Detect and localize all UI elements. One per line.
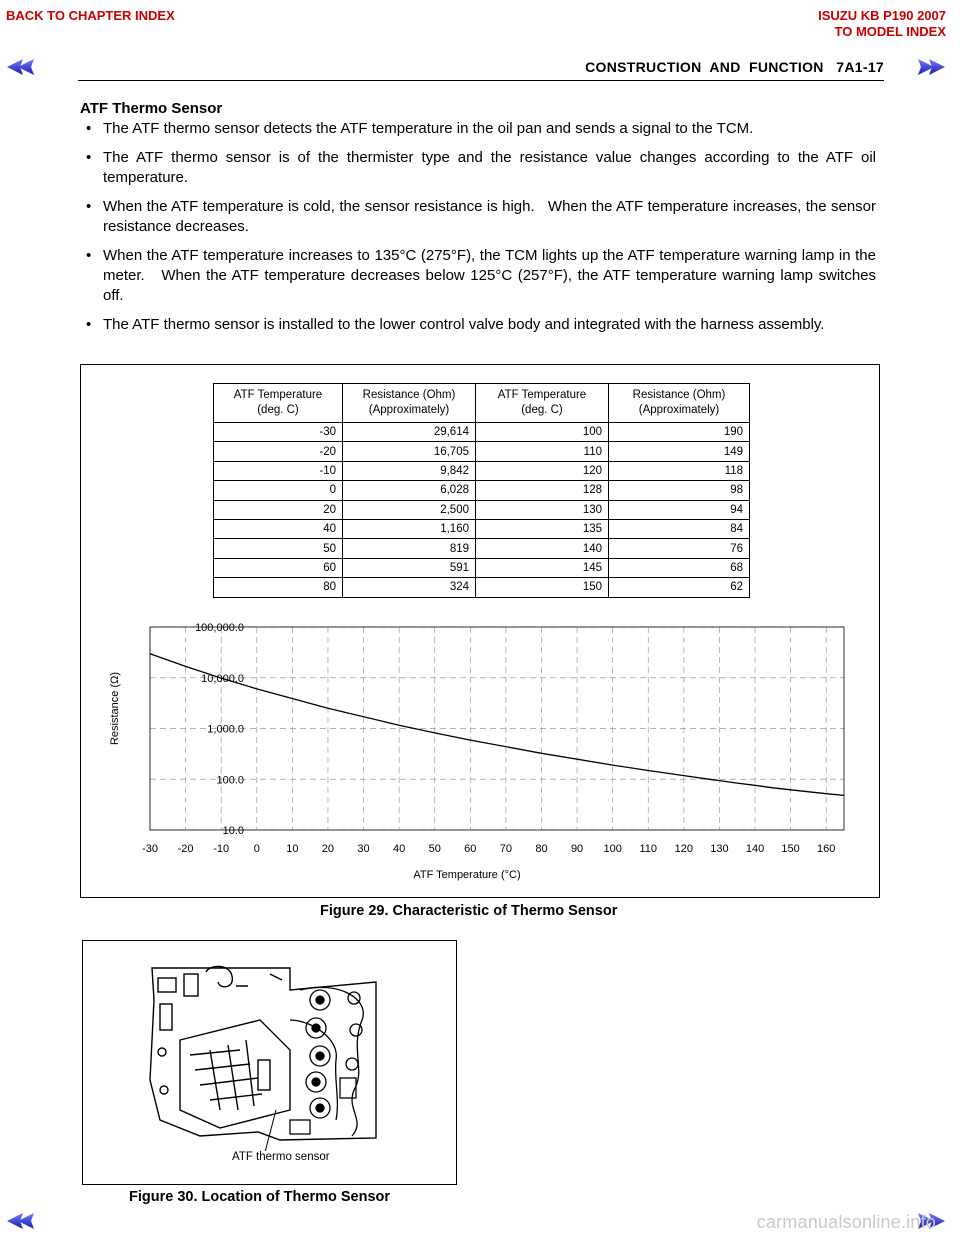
x-tick-label: 120 (674, 843, 694, 855)
x-tick-label: 150 (781, 843, 800, 855)
x-tick-label: 40 (393, 843, 406, 855)
figure-30-caption: Figure 30. Location of Thermo Sensor (129, 1189, 391, 1205)
bullet-item: • The ATF thermo sensor is of the thermister type and the resistance value changes according to the ATF oil temperature. (82, 148, 876, 188)
figure-29-caption: Figure 29. Characteristic of Thermo Sensor (320, 903, 618, 919)
y-tick-label: 10,000.0 (201, 672, 244, 685)
bullet-item: • The ATF thermo sensor is installed to the lower control valve body and integrated with the harness assembly. (82, 315, 876, 335)
x-tick-label: 110 (639, 843, 658, 855)
table-header-cell: ATF Temperature (deg. C) (214, 384, 343, 423)
x-tick-label: 50 (428, 843, 441, 855)
table-row: 50 819 140 76 (214, 539, 750, 558)
section-title: ATF Thermo Sensor (80, 100, 223, 117)
x-tick-label: 10 (286, 843, 299, 855)
control-valve-body-illustration (140, 960, 390, 1165)
table-row: 40 1,160 135 84 (214, 519, 750, 538)
table-row: 0 6,028 128 98 (214, 481, 750, 500)
x-tick-label: 160 (817, 843, 836, 855)
prev-page-arrow-icon[interactable] (6, 58, 36, 76)
x-tick-label: 80 (535, 843, 548, 855)
x-tick-label: 20 (321, 843, 335, 855)
y-tick-label: 100,000.0 (195, 622, 244, 634)
bullet-item: • When the ATF temperature is cold, the sensor resistance is high. When the ATF temperature increases, the sensor resistance decreases. (82, 197, 876, 237)
watermark-text: carmanualsonline.info (756, 1212, 936, 1232)
resistance-chart (82, 612, 878, 892)
atf-thermo-sensor-label: ATF thermo sensor (232, 1151, 330, 1163)
x-tick-label: 0 (253, 843, 260, 855)
chart-grid (150, 627, 844, 830)
table-header-cell: ATF Temperature (deg. C) (476, 384, 609, 423)
model-title: ISUZU KB P190 2007 (818, 8, 946, 23)
y-tick-label: 1,000.0 (207, 723, 244, 736)
page-header-title: CONSTRUCTION AND FUNCTION 7A1-17 (585, 59, 884, 75)
x-tick-label: -20 (177, 843, 194, 855)
prev-page-arrow-bottom-icon[interactable] (6, 1212, 36, 1230)
y-tick-label: 10.0 (222, 825, 244, 837)
back-to-chapter-index-link[interactable]: BACK TO CHAPTER INDEX (6, 8, 175, 23)
x-tick-label: 60 (464, 843, 477, 855)
bullet-list (82, 119, 881, 344)
table-row: 80 324 150 62 (214, 578, 750, 597)
x-tick-label: 100 (603, 843, 622, 855)
x-tick-label: 30 (357, 843, 370, 855)
x-tick-label: -30 (142, 843, 158, 855)
x-tick-label: 140 (745, 843, 765, 855)
y-axis-ticks (195, 622, 244, 837)
table-header-cell: Resistance (Ohm) (Approximately) (609, 384, 750, 423)
x-axis-label: ATF Temperature (°C) (413, 869, 521, 881)
table-row: -30 29,614 100 190 (214, 423, 750, 442)
x-tick-label: 70 (499, 843, 513, 855)
table-row: 60 591 145 68 (214, 558, 750, 577)
resistance-curve (150, 654, 844, 796)
y-tick-label: 100.0 (216, 774, 244, 787)
y-axis-label: Resistance (Ω) (109, 671, 121, 746)
bullet-item: • The ATF thermo sensor detects the ATF temperature in the oil pan and sends a signal to the TCM. (82, 119, 876, 139)
bullet-item: • When the ATF temperature increases to 135°C (275°F), the TCM lights up the ATF temperature warning lamp in the meter. When the ATF temperature decreases below 125°C (257°F), the ATF temperature warning lamp switches off. (82, 246, 876, 306)
table-header-cell: Resistance (Ohm) (Approximately) (343, 384, 476, 423)
header-divider (78, 80, 884, 81)
table-row: 20 2,500 130 94 (214, 500, 750, 519)
to-model-index-link[interactable]: TO MODEL INDEX (834, 24, 946, 39)
x-axis-ticks (142, 843, 835, 855)
x-tick-label: 90 (570, 843, 584, 855)
x-tick-label: -10 (213, 843, 230, 855)
x-tick-label: 130 (710, 843, 729, 855)
resistance-table (213, 383, 750, 598)
table-row: -10 9,842 120 118 (214, 461, 750, 480)
next-page-arrow-icon[interactable] (916, 58, 946, 76)
table-row: -20 16,705 110 149 (214, 442, 750, 461)
